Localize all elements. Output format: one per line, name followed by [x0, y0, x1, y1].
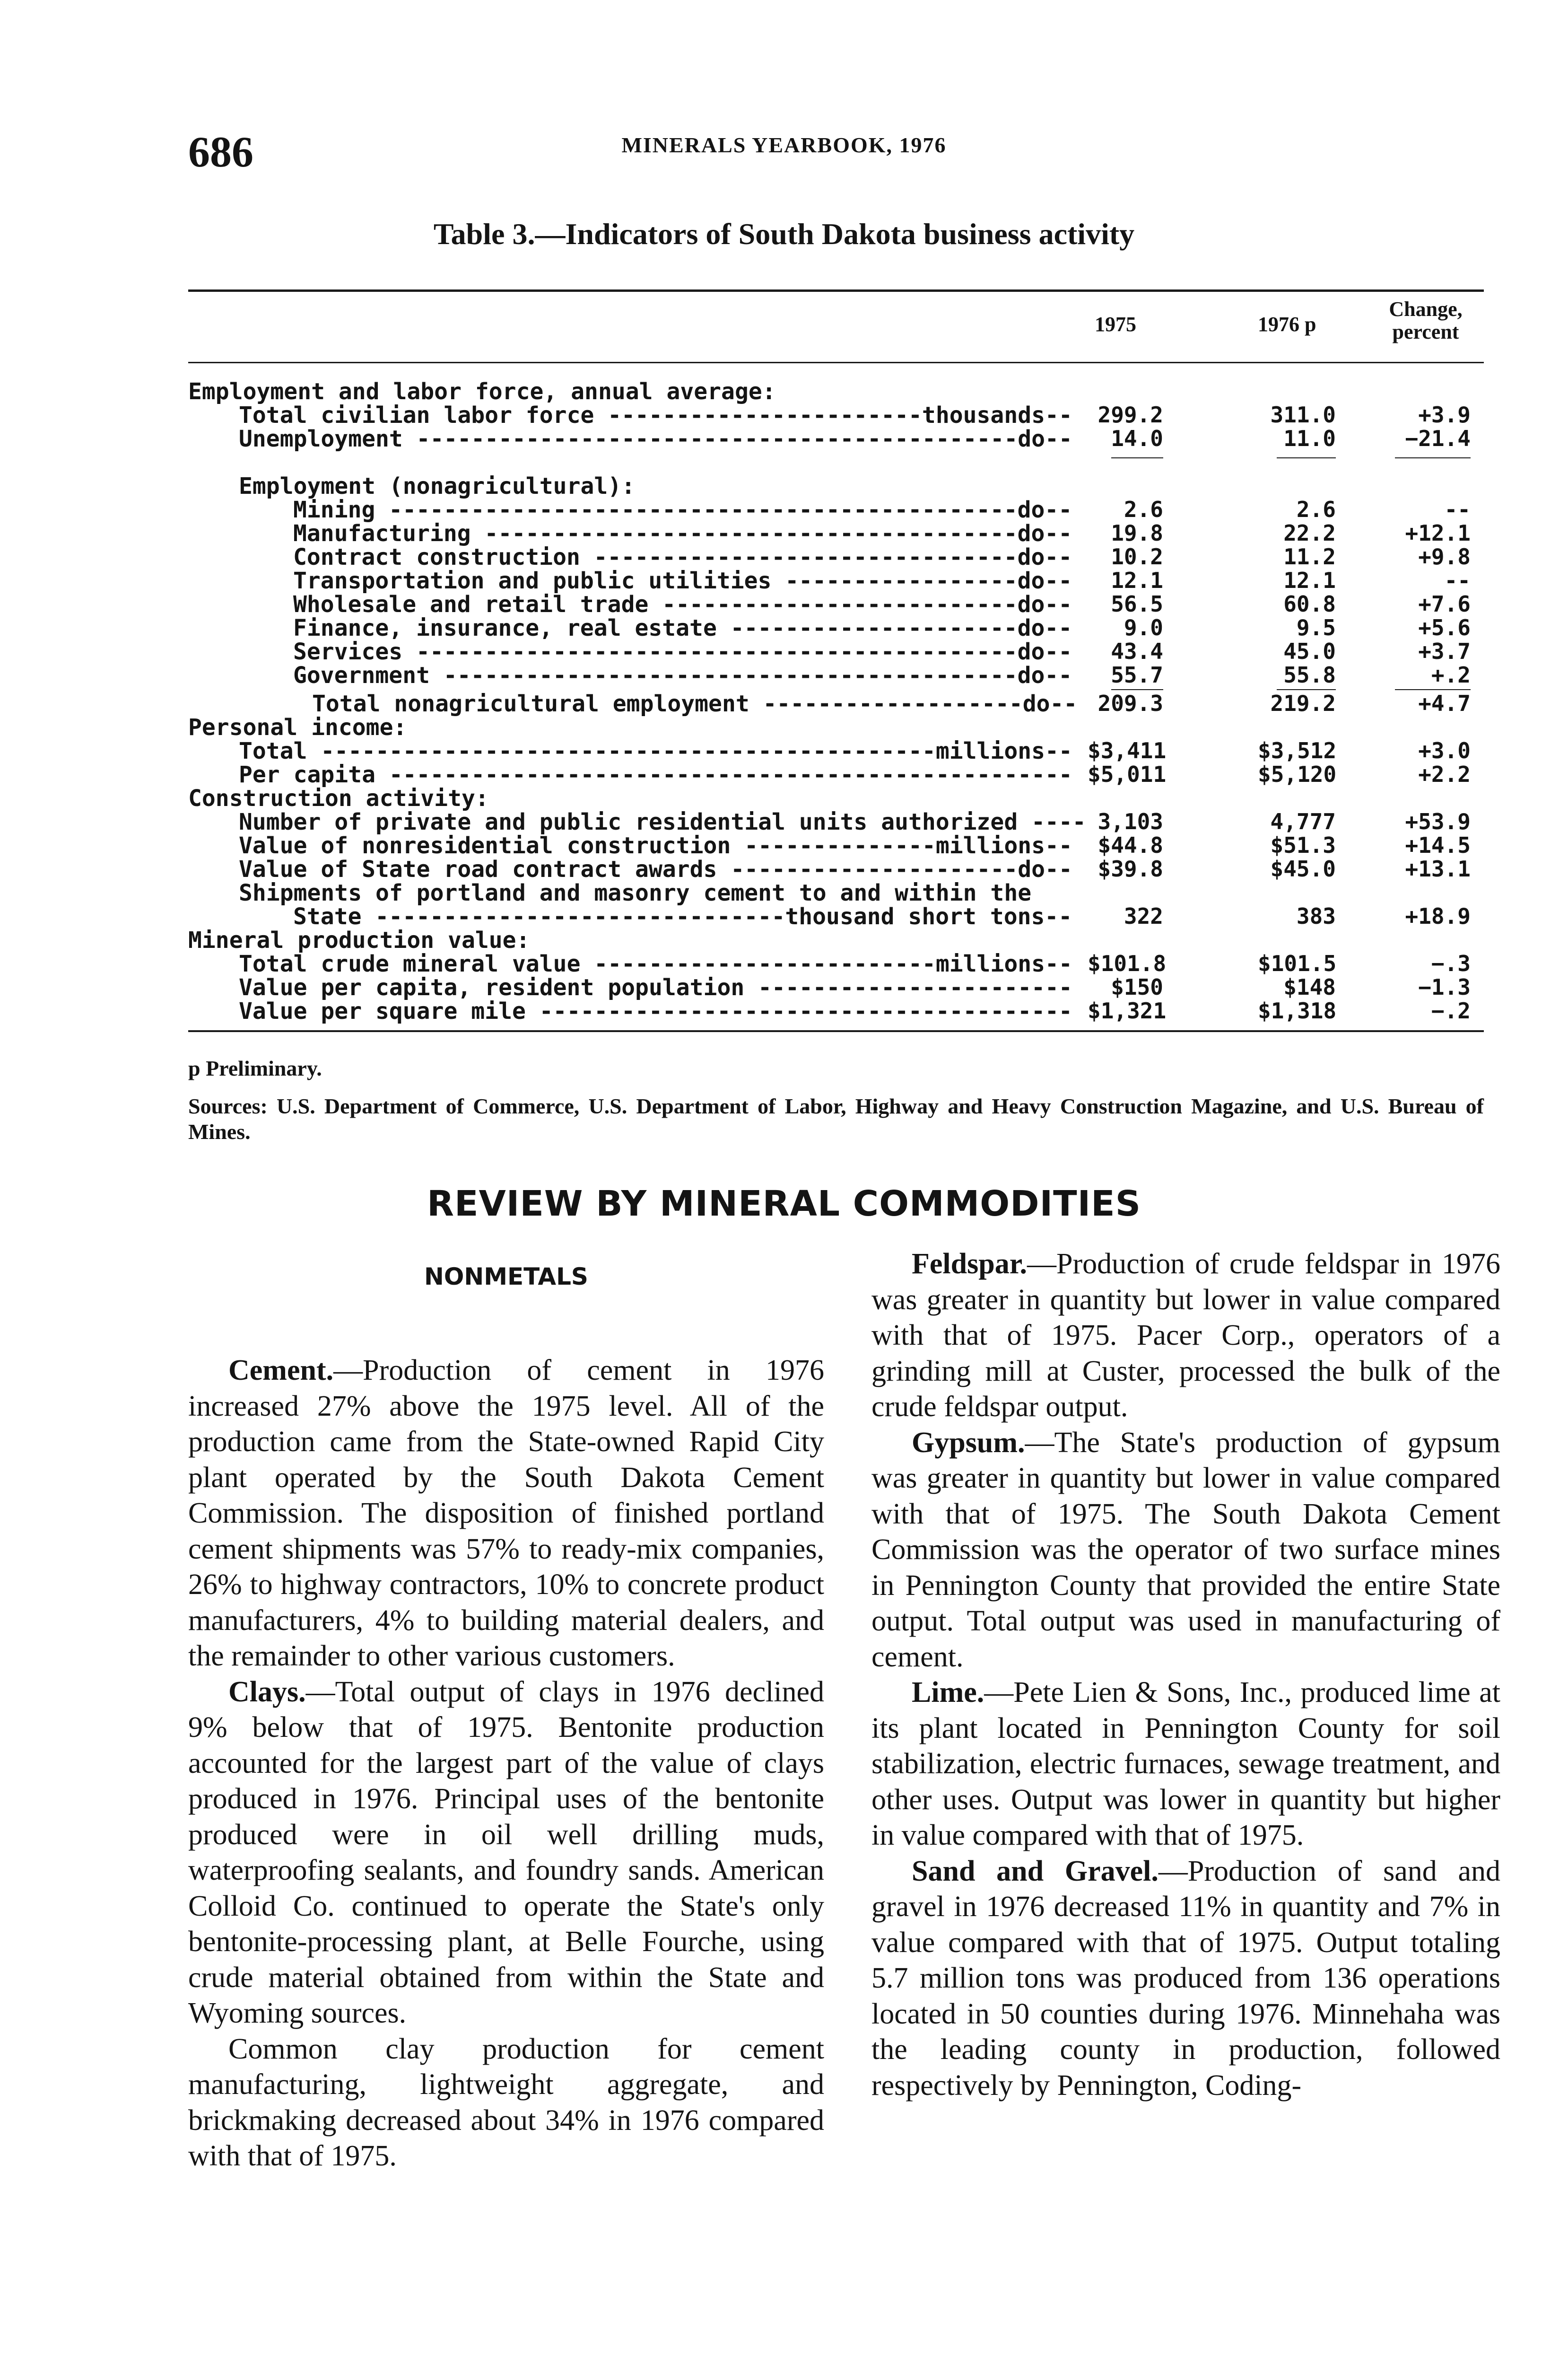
row-label: Wholesale and retail trade --------------------------do-- — [293, 591, 1072, 618]
value-change: −.3 — [1431, 951, 1471, 976]
row-label: Value per capita, resident population ----------------------- — [239, 974, 1072, 1001]
row-label: State ------------------------------thousand short tons-- — [293, 903, 1072, 930]
table-row — [0, 473, 1568, 497]
text-sand-gravel: —Production of sand and gravel in 1976 decreased 11% in quantity and 7% in value compared with that of 1975. Output totaling 5.7 million tons was produced from 136 operations located in 50 counties during 1976. Minnehaha was the leading county in production, followed respectively by Pennington, Coding- — [871, 1855, 1500, 2102]
value-change: +14.5 — [1405, 832, 1471, 858]
table-row — [0, 832, 1568, 859]
table-row — [0, 544, 1568, 568]
row-label: Employment and labor force, annual average: — [188, 378, 776, 405]
table-row — [0, 714, 1568, 741]
table-row — [0, 903, 1568, 930]
column-header-change-line2: percent — [1392, 320, 1459, 343]
value-change: +13.1 — [1405, 856, 1471, 882]
table-sources: Sources: U.S. Department of Commerce, U.S. Department of Labor, Highway and Heavy Construction Magazine, and U.S. Bureau of Mines. — [188, 1094, 1484, 1144]
row-label: Per capita -------------------------------------------------- — [239, 762, 1072, 788]
value-1976: 219.2 — [1270, 691, 1336, 716]
table-header-rule — [188, 362, 1484, 363]
value-1975: 2.6 — [1124, 497, 1163, 522]
table-footnote: p Preliminary. — [188, 1056, 322, 1080]
value-1976: 4,777 — [1270, 809, 1336, 834]
total-rule-1 — [1111, 689, 1163, 690]
paragraph-common-clay — [188, 2032, 824, 2174]
table-row — [0, 426, 1568, 452]
row-label: Value of State road contract awards ---------------------do-- — [239, 856, 1072, 883]
value-change: -- — [1444, 568, 1471, 593]
column-header-1975: 1975 — [1095, 313, 1136, 336]
row-label: Number of private and public residential units authorized ---- — [239, 809, 1086, 835]
value-1975: 299.2 — [1098, 402, 1163, 428]
value-1976: 45.0 — [1283, 639, 1336, 664]
value-1976: $5,120 — [1258, 762, 1337, 787]
value-1975: 14.0 — [1111, 426, 1163, 451]
lead-feldspar: Feldspar. — [912, 1248, 1028, 1280]
text-gypsum: —The State's production of gypsum was greater in quantity but lower in value compared with that of 1975. The South Dakota Cement Commission was the operator of two surface mines in Pennington County that provided the entire State output. Total output was used in manufacturing of cement. — [871, 1426, 1500, 1673]
row-label: Mineral production value: — [188, 927, 530, 954]
table-row — [0, 662, 1568, 689]
row-label: Government ------------------------------------------do-- — [293, 662, 1072, 689]
value-change: +53.9 — [1405, 809, 1471, 834]
table-row — [0, 497, 1568, 523]
table-row — [0, 762, 1568, 788]
row-label: Personal income: — [188, 714, 407, 741]
value-1975: 19.8 — [1111, 520, 1163, 546]
value-1976: $101.5 — [1258, 951, 1337, 976]
value-change: +3.7 — [1418, 639, 1471, 664]
row-label: Employment (nonagricultural): — [239, 473, 636, 499]
table-row — [0, 591, 1568, 618]
value-1976: 2.6 — [1296, 497, 1336, 522]
table-row — [0, 378, 1568, 405]
value-change: +2.2 — [1418, 762, 1471, 787]
value-1975: $101.8 — [1088, 951, 1167, 976]
value-change: +4.7 — [1418, 691, 1471, 716]
row-label: Shipments of portland and masonry cement to and within the — [239, 880, 1032, 906]
table-row — [0, 809, 1568, 835]
paragraph-sand-gravel — [871, 1854, 1500, 2104]
value-1975: 3,103 — [1098, 809, 1163, 834]
table-row — [0, 738, 1568, 762]
column-rule-2 — [1277, 457, 1336, 458]
table-title: Table 3.—Indicators of South Dakota business activity — [433, 217, 1135, 251]
table-row — [0, 615, 1568, 639]
text-feldspar: —Production of crude feldspar in 1976 was greater in quantity but lower in value compared with that of 1975. Pacer Corp., operators of a grinding mill at Custer, processed the bulk of the crude feldspar output. — [871, 1248, 1500, 1423]
value-1976: 55.8 — [1283, 662, 1336, 688]
value-1975: 12.1 — [1111, 568, 1163, 593]
row-label: Transportation and public utilities -----------------do-- — [293, 568, 1072, 594]
subheading-nonmetals: NONMETALS — [424, 1263, 588, 1290]
row-label: Construction activity: — [188, 785, 489, 812]
value-1975: $44.8 — [1098, 832, 1163, 858]
value-1975: $39.8 — [1098, 856, 1163, 882]
left-column — [188, 1353, 824, 2174]
table-row — [0, 974, 1568, 1001]
row-label: Value of nonresidential construction --------------millions-- — [239, 832, 1072, 859]
value-change: −.2 — [1431, 998, 1471, 1024]
paragraph-lime — [871, 1675, 1500, 1854]
table-row — [0, 951, 1568, 977]
value-1976: $51.3 — [1270, 832, 1336, 858]
text-clays: —Total output of clays in 1976 declined 9% below that of 1975. Bentonite production accounted for the largest part of the value of clays produced in 1976. Principal uses of the bentonite produced were in oil well drilling muds, waterproofing sealants, and foundry sands. American Colloid Co. continued to operate the State's only bentonite-processing plant, at Belle Fourche, using crude material obtained from within the State and Wyoming sources. — [188, 1675, 824, 2029]
value-1975: 9.0 — [1124, 615, 1163, 640]
value-1976: $148 — [1283, 974, 1336, 1000]
column-rule-1 — [1111, 457, 1163, 458]
value-1975: $3,411 — [1088, 738, 1167, 763]
running-head: MINERALS YEARBOOK, 1976 — [621, 133, 947, 157]
value-1976: 22.2 — [1283, 520, 1336, 546]
value-1975: 10.2 — [1111, 544, 1163, 569]
table-row — [0, 880, 1568, 906]
table-row — [0, 639, 1568, 665]
paragraph-feldspar — [871, 1246, 1500, 1425]
value-change: +.2 — [1431, 662, 1471, 688]
table-row — [0, 402, 1568, 429]
value-1976: 11.2 — [1283, 544, 1336, 569]
value-1976: $3,512 — [1258, 738, 1337, 763]
page-number: 686 — [188, 128, 253, 176]
value-1975: 56.5 — [1111, 591, 1163, 617]
value-1976: 311.0 — [1270, 402, 1336, 428]
table-row — [0, 691, 1568, 717]
value-change: −21.4 — [1405, 426, 1471, 451]
table-row — [0, 568, 1568, 594]
value-1975: $5,011 — [1088, 762, 1167, 787]
lead-gypsum: Gypsum. — [912, 1426, 1025, 1459]
table-bottom-rule — [188, 1030, 1484, 1032]
lead-clays: Clays. — [228, 1675, 306, 1708]
table-row — [0, 856, 1568, 883]
value-1975: 55.7 — [1111, 662, 1163, 688]
value-change: +12.1 — [1405, 520, 1471, 546]
value-1975: $1,321 — [1088, 998, 1167, 1024]
row-label: Unemployment --------------------------------------------do-- — [239, 426, 1072, 452]
value-change: +3.0 — [1418, 738, 1471, 763]
value-1975: 209.3 — [1098, 691, 1163, 716]
value-1975: 322 — [1124, 903, 1163, 929]
lead-cement: Cement. — [228, 1354, 334, 1386]
row-label: Contract construction -------------------------------do-- — [293, 544, 1072, 570]
table-row — [0, 785, 1568, 812]
value-change: +5.6 — [1418, 615, 1471, 640]
row-label: Mining ----------------------------------------------do-- — [293, 497, 1072, 523]
value-change: +9.8 — [1418, 544, 1471, 569]
value-1975: $150 — [1111, 974, 1163, 1000]
value-1976: $45.0 — [1270, 856, 1336, 882]
total-rule-3 — [1395, 689, 1471, 690]
paragraph-gypsum — [871, 1425, 1500, 1675]
lead-lime: Lime. — [912, 1676, 984, 1708]
row-label: Total ---------------------------------------------millions-- — [239, 738, 1072, 764]
lead-sand-gravel: Sand and Gravel. — [912, 1855, 1159, 1887]
value-1976: 9.5 — [1296, 615, 1336, 640]
row-label: Services --------------------------------------------do-- — [293, 639, 1072, 665]
table-top-rule — [188, 289, 1484, 292]
value-1976: 383 — [1296, 903, 1336, 929]
total-rule-2 — [1277, 689, 1336, 690]
table-row — [0, 520, 1568, 547]
right-column — [871, 1246, 1500, 2103]
column-header-1976: 1976 p — [1258, 313, 1316, 336]
table-row — [0, 927, 1568, 954]
row-label: Manufacturing ---------------------------------------do-- — [293, 520, 1072, 547]
value-change: +3.9 — [1418, 402, 1471, 428]
section-heading: REVIEW BY MINERAL COMMODITIES — [427, 1183, 1141, 1224]
row-label: Value per square mile --------------------------------------- — [239, 998, 1072, 1025]
text-lime: —Pete Lien & Sons, Inc., produced lime at its plant located in Pennington County for soil stabilization, electric furnaces, sewage treatment, and other uses. Output was lower in quantity but higher in value compared with that of 1975. — [871, 1676, 1500, 1851]
value-1976: 60.8 — [1283, 591, 1336, 617]
value-1976: $1,318 — [1258, 998, 1337, 1024]
column-header-change-line1: Change, — [1389, 298, 1463, 321]
text-common-clay: Common clay production for cement manufacturing, lightweight aggregate, and brickmaking decreased about 34% in 1976 compared with that of 1975. — [188, 2032, 824, 2172]
row-label: Finance, insurance, real estate ---------------------do-- — [293, 615, 1072, 641]
value-1976: 12.1 — [1283, 568, 1336, 593]
value-change: -- — [1444, 497, 1471, 522]
table-row — [0, 998, 1568, 1025]
value-1976: 11.0 — [1283, 426, 1336, 451]
paragraph-clays — [188, 1674, 824, 2032]
value-change: +18.9 — [1405, 903, 1471, 929]
row-label: Total civilian labor force -----------------------thousands-- — [239, 402, 1072, 429]
value-change: −1.3 — [1418, 974, 1471, 1000]
text-cement: —Production of cement in 1976 increased 27% above the 1975 level. All of the production came from the State-owned Rapid City plant operated by the South Dakota Cement Commission. The disposition of finished portland cement shipments was 57% to ready-mix companies, 26% to highway contractors, 10% to concrete product manufacturers, 4% to building material dealers, and the remainder to other various customers. — [188, 1354, 824, 1672]
column-rule-3 — [1395, 457, 1471, 458]
column-header-change — [1367, 298, 1485, 343]
row-label: Total crude mineral value -------------------------millions-- — [239, 951, 1072, 977]
row-label: Total nonagricultural employment -------------------do-- — [312, 691, 1078, 717]
paragraph-cement — [188, 1353, 824, 1674]
value-1975: 43.4 — [1111, 639, 1163, 664]
value-change: +7.6 — [1418, 591, 1471, 617]
